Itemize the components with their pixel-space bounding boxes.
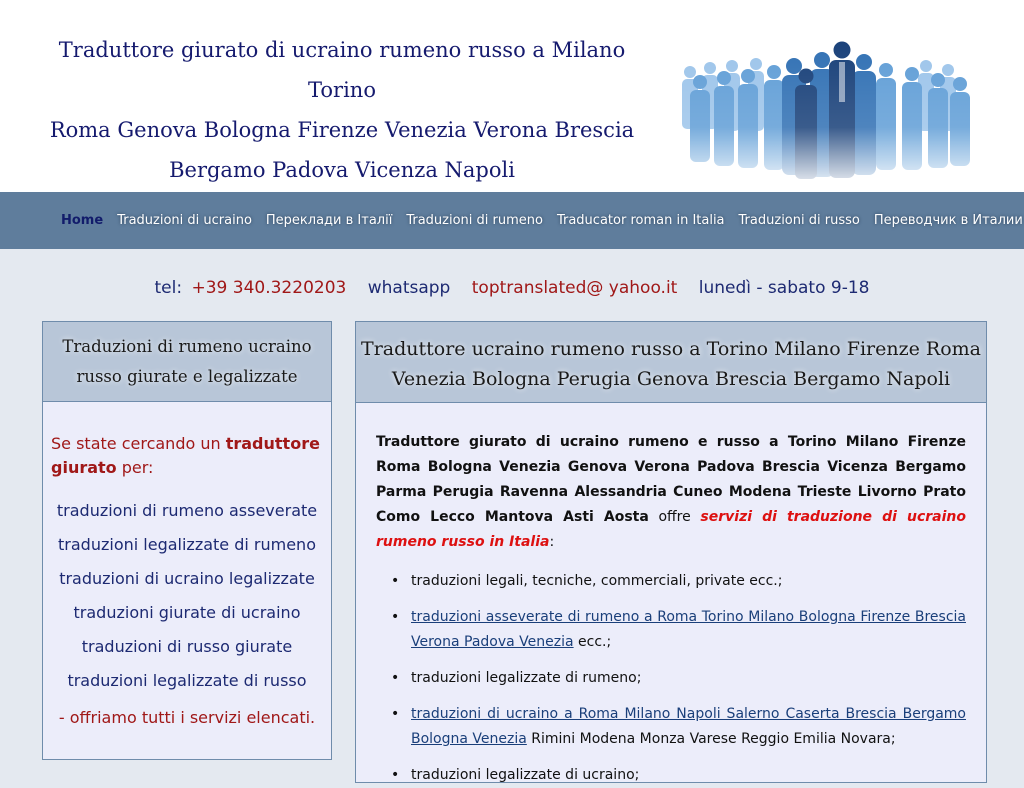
nav-item-traducator-roman[interactable]: Traducator roman in Italia <box>556 213 725 228</box>
left-services-footer: - offriamo tutti i servizi elencati. <box>58 708 316 727</box>
left-services-box <box>42 321 332 760</box>
nav-item-traduzioni-ucraino[interactable]: Traduzioni di ucraino <box>117 213 252 228</box>
main-intro-paragraph <box>376 430 966 555</box>
list-item: traduzioni di rumeno asseverate <box>56 501 318 520</box>
left-intro <box>51 432 325 480</box>
bullet-text-after-link: Rimini Modena Monza Varese Reggio Emilia Novara; <box>526 731 896 747</box>
bullet-text-after-link: ecc.; <box>573 634 612 650</box>
main-content-box <box>355 321 987 783</box>
list-item: • traduzioni legali, tecniche, commerciali, private ecc.; <box>391 569 966 594</box>
main-bullet-list <box>376 569 966 788</box>
whatsapp-label[interactable]: whatsapp <box>367 278 451 298</box>
tel-label: tel: <box>154 278 183 298</box>
list-item: traduzioni legalizzate di rumeno <box>58 535 316 554</box>
list-item: • traduzioni legalizzate di ucraino; <box>391 763 966 788</box>
main-para-offre: offre <box>648 509 701 525</box>
main-para-emphasis: servizi di traduzione di ucraino rumeno russo in Italia <box>376 509 966 550</box>
list-item: traduzioni di russo giurate <box>81 637 293 656</box>
main-heading-line-2: Venezia Bologna Perugia Genova Brescia Bergamo Napoli <box>391 368 951 390</box>
list-item: traduzioni di ucraino legalizzate <box>59 569 315 588</box>
link-traduzioni-ucraino-citta[interactable]: traduzioni di ucraino a Roma Milano Napoli Salerno Caserta Brescia Bergamo Bologna Venezia <box>411 706 966 747</box>
intro-text-end: per: <box>116 458 154 477</box>
site-title-line-1: Traduttore giurato di ucraino rumeno russo a Milano Torino <box>58 38 626 102</box>
main-content <box>356 403 986 788</box>
main-nav <box>0 192 1024 249</box>
nav-item-traduzioni-rumeno[interactable]: Traduzioni di rumeno <box>406 213 543 228</box>
list-item: traduzioni legalizzate di russo <box>67 671 307 690</box>
left-services-list <box>43 494 331 698</box>
list-item: traduzioni giurate di ucraino <box>73 603 301 622</box>
site-title-line-3: Bergamo Padova Vicenza Napoli <box>169 158 515 182</box>
list-item <box>391 702 966 752</box>
list-item <box>391 605 966 655</box>
link-traduzioni-asseverate-rumeno[interactable]: traduzioni asseverate di rumeno a Roma Torino Milano Bologna Firenze Brescia Verona Padova Venezia <box>411 609 966 650</box>
main-box-heading <box>356 322 986 403</box>
intro-text-bold: traduttore giurato <box>51 434 320 477</box>
people-crowd-icon <box>676 30 972 192</box>
nav-item-traduzioni-russo[interactable]: Traduzioni di russo <box>738 213 860 228</box>
left-box-heading <box>43 322 331 402</box>
site-header <box>0 0 1024 192</box>
email-address[interactable]: toptranslated@ yahoo.it <box>471 278 678 298</box>
phone-number[interactable]: +39 340.3220203 <box>191 278 347 298</box>
main-heading-line-1: Traduttore ucraino rumeno russo a Torino Milano Firenze Roma <box>361 338 981 360</box>
intro-text-start: Se state cercando un <box>51 434 226 453</box>
list-item: • traduzioni legalizzate di rumeno; <box>391 666 966 691</box>
contact-bar <box>0 278 1024 298</box>
main-para-colon: : <box>549 534 555 550</box>
site-title <box>30 30 654 190</box>
main-para-bold: Traduttore giurato di ucraino rumeno e russo a Torino Milano Firenze Roma Bologna Venezia Genova Verona Padova Brescia Vicenza Bergamo Parma Perugia Ravenna Alessandria Cuneo Modena Trieste Livorno Prato Como Lecco Mantova Asti Aosta <box>376 434 966 525</box>
nav-item-russian-page[interactable]: Переводчик в Италии <box>873 213 1023 228</box>
left-heading-line-1: Traduzioni di rumeno ucraino <box>62 337 312 356</box>
nav-item-home[interactable]: Home <box>61 213 104 228</box>
site-title-line-2: Roma Genova Bologna Firenze Venezia Verona Brescia <box>49 118 635 142</box>
left-heading-line-2: russo giurate e legalizzate <box>76 367 298 386</box>
nav-item-ukrainian-page[interactable]: Переклади в Італії <box>265 213 393 228</box>
office-hours: lunedì - sabato 9-18 <box>698 278 870 298</box>
